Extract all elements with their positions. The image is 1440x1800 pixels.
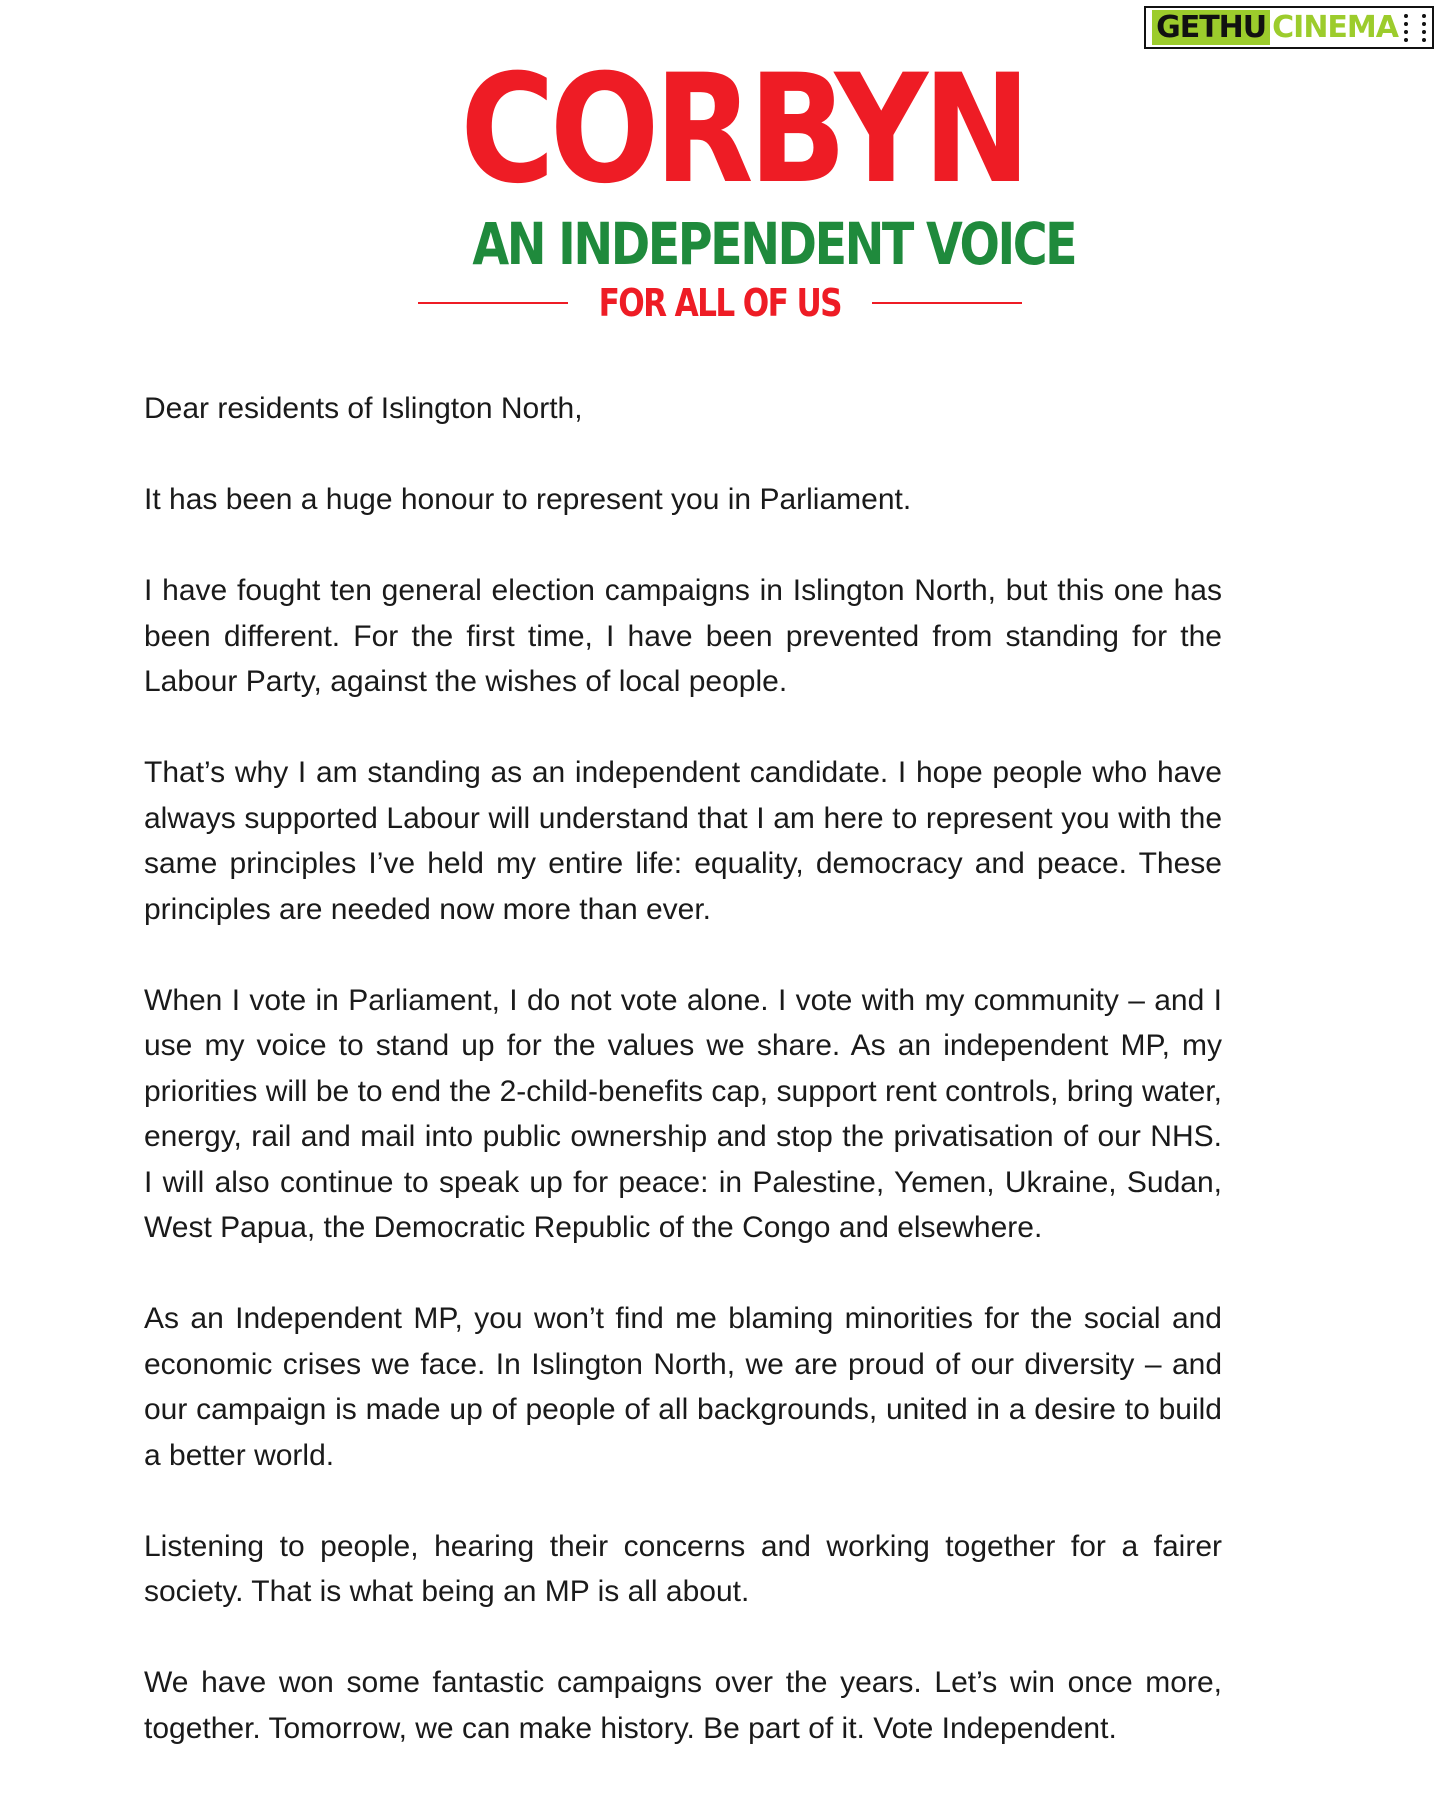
- logo-subline: FOR ALL OF US: [598, 281, 842, 325]
- logo-rule-left: [418, 302, 568, 304]
- letter-salutation: Dear residents of Islington North,: [144, 392, 583, 425]
- watermark-text-part1: GETHU: [1152, 10, 1270, 45]
- letter-paragraph: When I vote in Parliament, I do not vote alone. I vote with my community – and I use my voice to stand up for the values we share. As an independent MP, my priorities will be to end the 2-child-benefits cap, support rent controls, bring water, energy, rail and mail into public ownership and stop the privatisation of our NHS. I will also continue to speak up for peace: in Palestine, Yemen, Ukraine, Sudan, West Papua, the Democratic Republic of the Congo and elsewhere.: [144, 983, 1222, 1244]
- letter-paragraph: As an Independent MP, you won’t find me blaming minorities for the social and economic crises we face. In Islington North, we are proud of our diversity – and our campaign is made up of people of all backgrounds, united in a desire to build a better world.: [144, 1302, 1222, 1472]
- campaign-logo: [418, 43, 1076, 325]
- watermark-text-part2: CINEMA: [1272, 10, 1398, 45]
- logo-rule-right: [872, 302, 1022, 304]
- letter-paragraph: It has been a huge honour to represent you in Parliament.: [144, 483, 912, 516]
- letter-paragraph: We have won some fantastic campaigns over the years. Let’s win once more, together. Tomorrow, we can make history. Be part of it. Vote Independent.: [144, 1666, 1222, 1745]
- letter-paragraph: I have fought ten general election campaigns in Islington North, but this one has been different. For the first time, I have been prevented from standing for the Labour Party, against the wishes of local people.: [144, 574, 1222, 698]
- letter-paragraph: That’s why I am standing as an independent candidate. I hope people who have always supported Labour will understand that I am here to represent you with the same principles I’ve held my entire life: equality, democracy and peace. These principles are needed now more than ever.: [144, 756, 1222, 926]
- watermark-logo: [1144, 6, 1434, 49]
- letter-body: [144, 386, 1222, 1797]
- logo-tagline: AN INDEPENDENT VOICE: [472, 210, 1076, 278]
- film-strip-icon: [1404, 14, 1426, 42]
- logo-subline-row: [418, 281, 1022, 325]
- logo-name: CORBYN: [460, 43, 1026, 217]
- letter-paragraph: Listening to people, hearing their concerns and working together for a fairer society. That is what being an MP is all about.: [144, 1529, 1222, 1608]
